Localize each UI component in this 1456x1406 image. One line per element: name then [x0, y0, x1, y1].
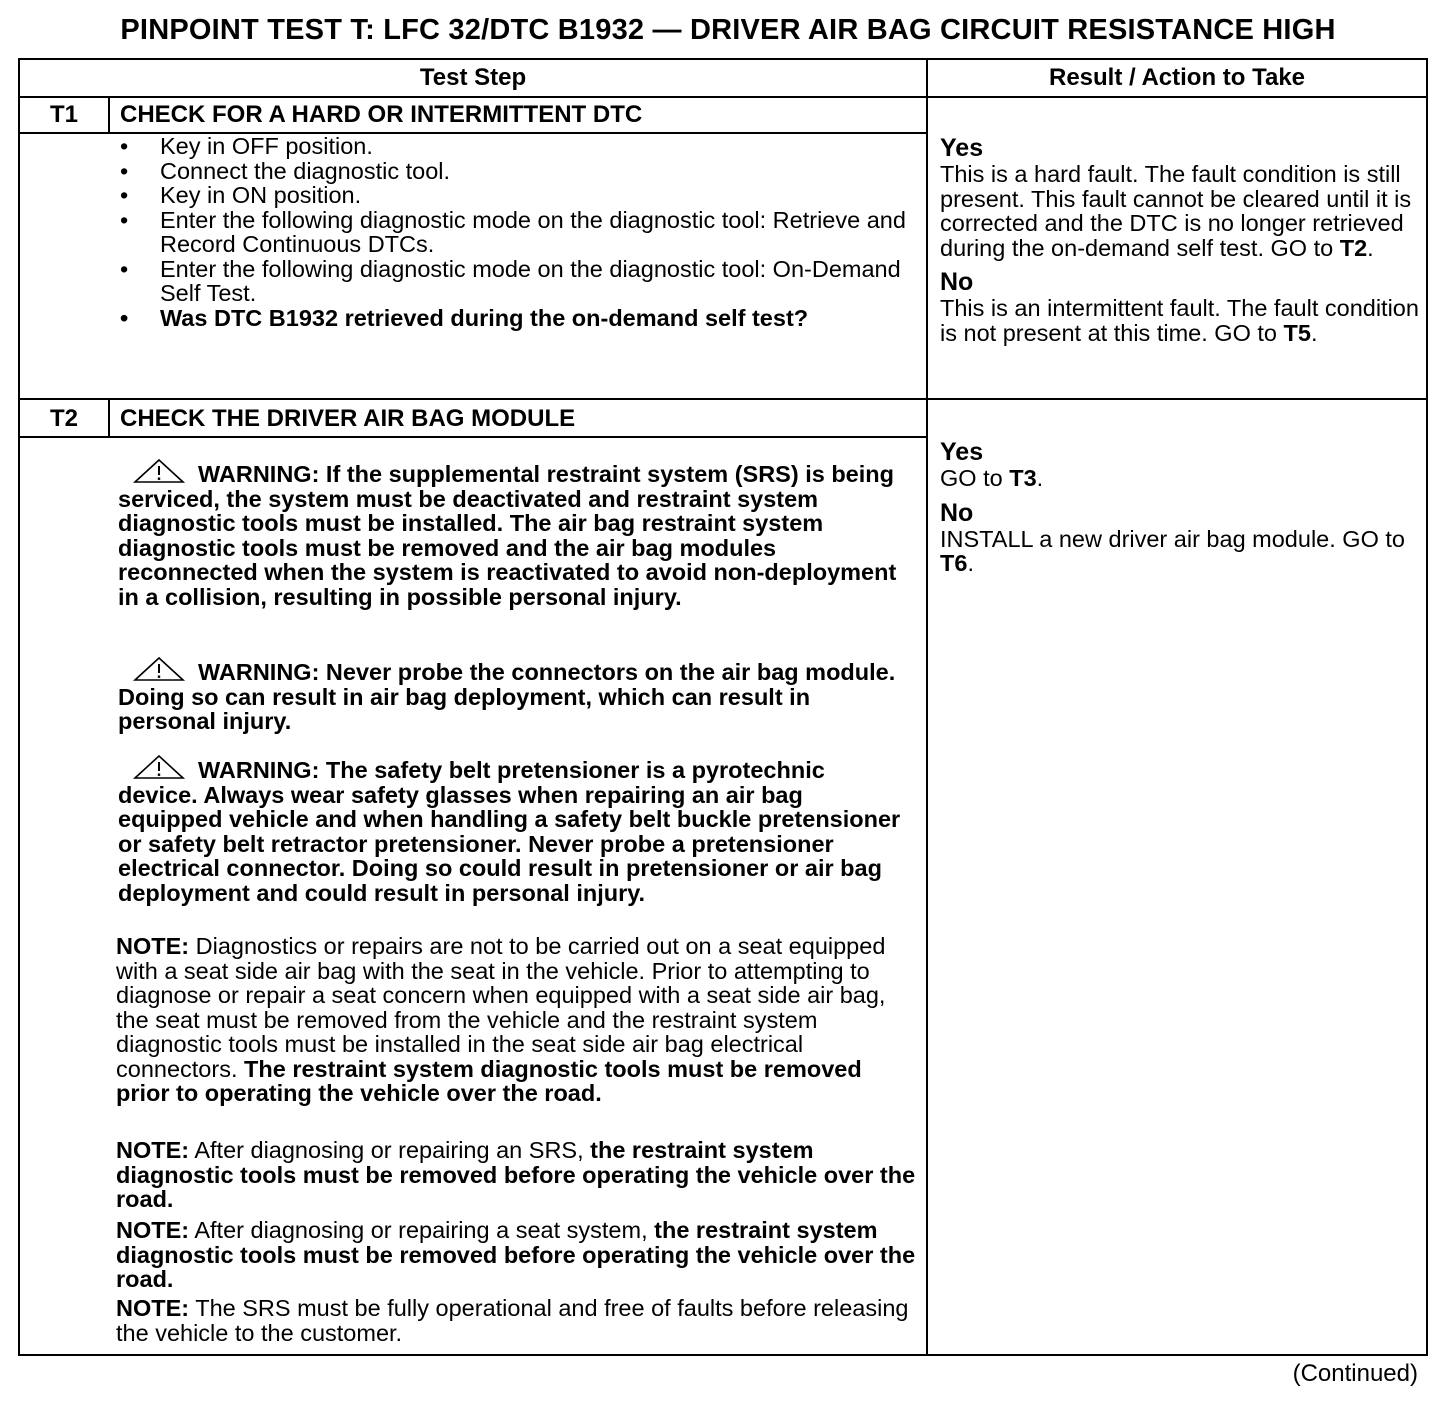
t1-result	[940, 134, 1430, 345]
pinpoint-test-table	[18, 58, 1428, 1356]
warning-triangle-icon	[132, 458, 186, 484]
header-result-action: Result / Action to Take	[1048, 64, 1306, 91]
list-item: • Enter the following diagnostic mode on the diagnostic tool: On-Demand Self Test.	[120, 255, 901, 306]
t1-instructions-list	[108, 134, 928, 330]
step-title-t2: CHECK THE DRIVER AIR BAG MODULE	[120, 405, 576, 432]
goto-t2-link[interactable]: T2	[1339, 234, 1368, 261]
header-divider	[20, 96, 1426, 98]
warning-block: WARNING: If the supplemental restraint system (SRS) is being serviced, the system must be deactivated and restraint system diagnostic tools must be installed. The air bag restraint system diagnostic tools must be removed and the air bag modules reconnected when the system is reactivated to avoid non-deployment in a collision, resulting in possible personal injury.	[118, 458, 908, 609]
t2-no-text: INSTALL a new driver air bag module. GO to T6.	[940, 525, 1405, 576]
list-item: • Enter the following diagnostic mode on the diagnostic tool: Retrieve and Record Continuous DTCs.	[120, 206, 906, 257]
note-block: NOTE: The SRS must be fully operational and free of faults before releasing the vehicle to the customer.	[116, 1295, 909, 1346]
list-item: • Key in OFF position.	[120, 133, 373, 159]
header-test-step: Test Step	[419, 64, 527, 91]
step-id-t2: T2	[49, 405, 78, 432]
warning-triangle-icon	[132, 754, 186, 780]
goto-t6-link[interactable]: T6	[940, 550, 968, 576]
t1-question: • Was DTC B1932 retrieved during the on-demand self test?	[120, 304, 809, 331]
note-block: NOTE: Diagnostics or repairs are not to be carried out on a seat equipped with a seat side air bag with the seat in the vehicle. Prior to attempting to diagnose or repair a seat concern when equipped with a seat side air bag, the seat must be removed from the vehicle and the restraint system diagnostic tools must be installed in the seat side air bag electrical connectors. The restraint system diagnostic tools must be removed prior to operating the vehicle over the road.	[116, 933, 886, 1106]
list-item: • Key in ON position.	[120, 182, 362, 208]
t1-no-text: This is an intermittent fault. The fault condition is not present at this time. GO to T5.	[940, 295, 1419, 346]
t1-yes-label: Yes	[940, 134, 984, 162]
page-title: PINPOINT TEST T: LFC 32/DTC B1932 — DRIVER AIR BAG CIRCUIT RESISTANCE HIGH	[120, 14, 1336, 46]
t2-no-label: No	[940, 498, 974, 527]
list-item: • Connect the diagnostic tool.	[120, 157, 451, 184]
t2-yes-text: GO to T3.	[940, 465, 1044, 491]
t2-result	[940, 438, 1430, 576]
warning-triangle-icon	[132, 656, 186, 682]
t1-yes-text: This is a hard fault. The fault condition is still present. This fault cannot be cleared until it is corrected and the DTC is no longer retrieved during the on-demand self test. GO to T2.	[940, 161, 1412, 261]
goto-t3-link[interactable]: T3	[1009, 465, 1037, 491]
step-id-t1: T1	[49, 101, 78, 128]
t2-yes-label: Yes	[940, 438, 984, 466]
t2-title-divider	[20, 436, 926, 438]
warning-block: WARNING: Never probe the connectors on the air bag module. Doing so can result in air bag deployment, which can result in personal injury.	[118, 656, 908, 734]
warning-block: WARNING: The safety belt pretensioner is a pyrotechnic device. Always wear safety glasses when repairing an air bag equipped vehicle and when handling a safety belt buckle pretensioner or safety belt retractor pretensioner. Never probe a pretensioner electrical connector. Doing so could result in pretensioner or air bag deployment and could result in personal injury.	[118, 754, 908, 905]
t1-no-label: No	[940, 268, 974, 296]
note-block: NOTE: After diagnosing or repairing an SRS, the restraint system diagnostic tools must be removed before operating the vehicle over the road.	[116, 1137, 916, 1212]
t1-id-divider	[108, 96, 110, 132]
t1-row-divider	[20, 398, 1426, 400]
note-block: NOTE: After diagnosing or repairing a seat system, the restraint system diagnostic tools must be removed before operating the vehicle over the road.	[116, 1217, 916, 1292]
continued-label: (Continued)	[1292, 1360, 1418, 1387]
step-title-t1: CHECK FOR A HARD OR INTERMITTENT DTC	[120, 101, 643, 128]
goto-t5-link[interactable]: T5	[1283, 319, 1311, 346]
t2-id-divider	[108, 400, 110, 436]
